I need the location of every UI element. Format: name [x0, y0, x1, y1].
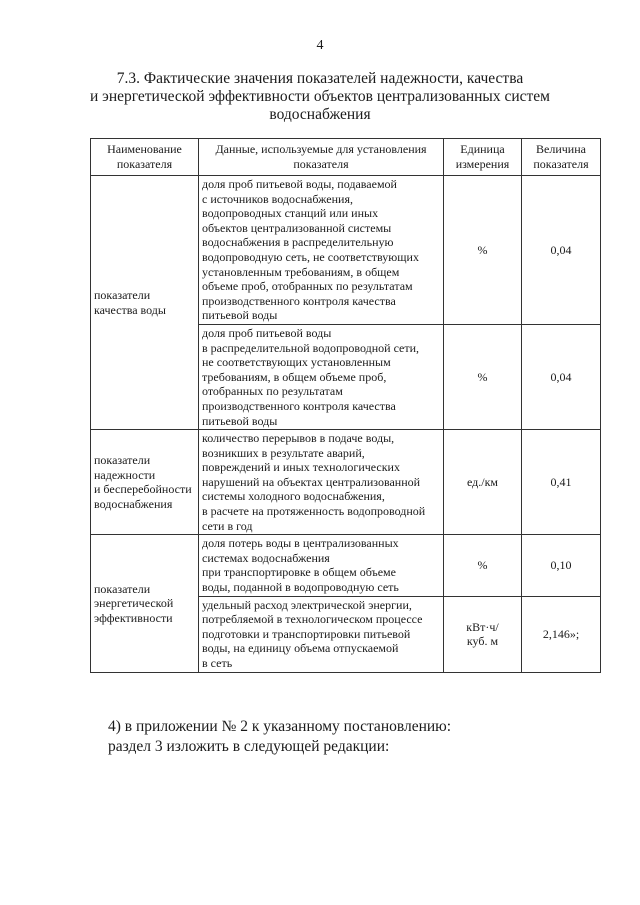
indicator-group-cell [91, 176, 199, 430]
description-line: потребляемой в технологическом процессе [202, 612, 423, 627]
description-line: с источников водоснабжения, [202, 191, 353, 206]
indicator-group-name: водоснабжения [94, 496, 173, 511]
description-line: возникших в результате аварий, [202, 445, 365, 460]
description-line: объектов централизованной системы [202, 220, 392, 235]
value-cell: 0,41 [522, 430, 601, 535]
unit-cell [444, 176, 522, 325]
amendment-line: 4) в приложении № 2 к указанному постановлению: [108, 718, 452, 735]
unit-text: куб. м [466, 634, 499, 649]
indicator-group-name: показатели [94, 287, 151, 302]
description-cell [199, 176, 444, 325]
description-line: питьевой воды [202, 413, 278, 428]
description-cell [199, 430, 444, 535]
indicator-group-name: и бесперебойности [94, 482, 192, 497]
indicator-group-name: показатели [94, 581, 151, 596]
description-line: системах водоснабжения [202, 550, 330, 565]
unit-text: % [477, 242, 488, 257]
table-row [91, 430, 601, 535]
description-line: количество перерывов в подаче воды, [202, 431, 395, 446]
description-line: нарушений на объектах централизованной [202, 474, 421, 489]
amendment-paragraph [108, 717, 588, 757]
heading-line: и энергетической эффективности объектов централизованных систем [90, 88, 550, 105]
header-text: измерения [455, 157, 510, 171]
value-cell: 0,04 [522, 324, 601, 429]
description-line: производственного контроля качества [202, 293, 396, 308]
header-text: показателя [116, 157, 173, 171]
heading-line: 7.3. Фактические значения показателей надежности, качества [116, 70, 524, 87]
indicator-group-name: качества воды [94, 302, 166, 317]
value-cell: 0,10 [522, 535, 601, 596]
table-row [91, 535, 601, 596]
indicator-group-name: показатели [94, 452, 151, 467]
section-heading [80, 70, 560, 124]
header-source-data [199, 139, 444, 176]
value-cell: 2,146»; [522, 596, 601, 672]
header-text: показателя [533, 157, 589, 171]
page-number: 4 [316, 38, 324, 53]
description-line: доля проб питьевой воды, подаваемой [202, 177, 397, 191]
header-unit [444, 139, 522, 176]
description-line: производственного контроля качества [202, 398, 396, 413]
header-text: Наименование [107, 142, 182, 157]
header-text: показателя [293, 157, 349, 171]
heading-line: водоснабжения [269, 106, 371, 123]
header-text: Данные, используемые для установления [215, 142, 427, 157]
description-cell [199, 535, 444, 596]
table-body [91, 176, 601, 673]
description-line: установленным требованиям, в общем [202, 264, 400, 279]
description-line: доля проб питьевой воды [202, 325, 332, 340]
description-cell [199, 324, 444, 429]
description-line: подготовки и транспортировки питьевой [202, 626, 411, 641]
value-cell: 0,04 [522, 176, 601, 325]
header-value [522, 139, 601, 176]
description-line: водопроводную сеть, не соответствующих [202, 249, 419, 264]
indicator-group-cell [91, 535, 199, 672]
description-line: удельный расход электрической энергии, [202, 597, 412, 612]
description-line: воды, поданной в водопроводную сеть [202, 580, 399, 595]
description-line: водопроводных станций или иных [202, 206, 379, 221]
description-line: питьевой воды [202, 308, 278, 323]
header-text: Единица [460, 142, 505, 157]
unit-text: кВт·ч/ [466, 619, 499, 634]
amendment-line: раздел 3 изложить в следующей редакции: [108, 738, 390, 755]
description-line: доля потерь воды в централизованных [202, 536, 399, 551]
description-line: объеме проб, отобранных по результатам [202, 279, 413, 294]
indicator-group-name: надежности [94, 467, 156, 482]
description-line: в расчете на протяженность водопроводной [202, 504, 426, 519]
description-line: воды, на единицу объема отпускаемой [202, 641, 399, 656]
description-line: не соответствующих установленным [202, 355, 391, 370]
unit-cell [444, 535, 522, 596]
header-text: Величина [536, 142, 586, 157]
description-line: отобранных по результатам [202, 384, 343, 399]
description-line: повреждений и иных технологических [202, 460, 400, 475]
description-line: в сеть [202, 656, 233, 670]
description-line: водоснабжения в распределительную [202, 235, 394, 250]
header-indicator-name [91, 139, 199, 176]
indicator-group-cell [91, 430, 199, 535]
table-row [91, 176, 601, 325]
indicators-table [90, 138, 601, 673]
unit-text: % [477, 369, 488, 384]
description-line: требованиям, в общем объеме проб, [202, 369, 387, 384]
unit-cell [444, 324, 522, 429]
unit-cell [444, 430, 522, 535]
description-line: сети в год [202, 518, 253, 533]
description-line: при транспортировке в общем объеме [202, 565, 396, 580]
indicator-group-name: энергетической [94, 596, 174, 611]
table-header-row [91, 139, 601, 176]
unit-cell [444, 596, 522, 672]
indicator-group-name: эффективности [94, 610, 173, 625]
unit-text: % [477, 558, 488, 573]
description-line: системы холодного водоснабжения, [202, 489, 385, 504]
description-line: в распределительной водопроводной сети, [202, 340, 420, 355]
description-cell [199, 596, 444, 672]
unit-text: ед./км [466, 474, 499, 489]
